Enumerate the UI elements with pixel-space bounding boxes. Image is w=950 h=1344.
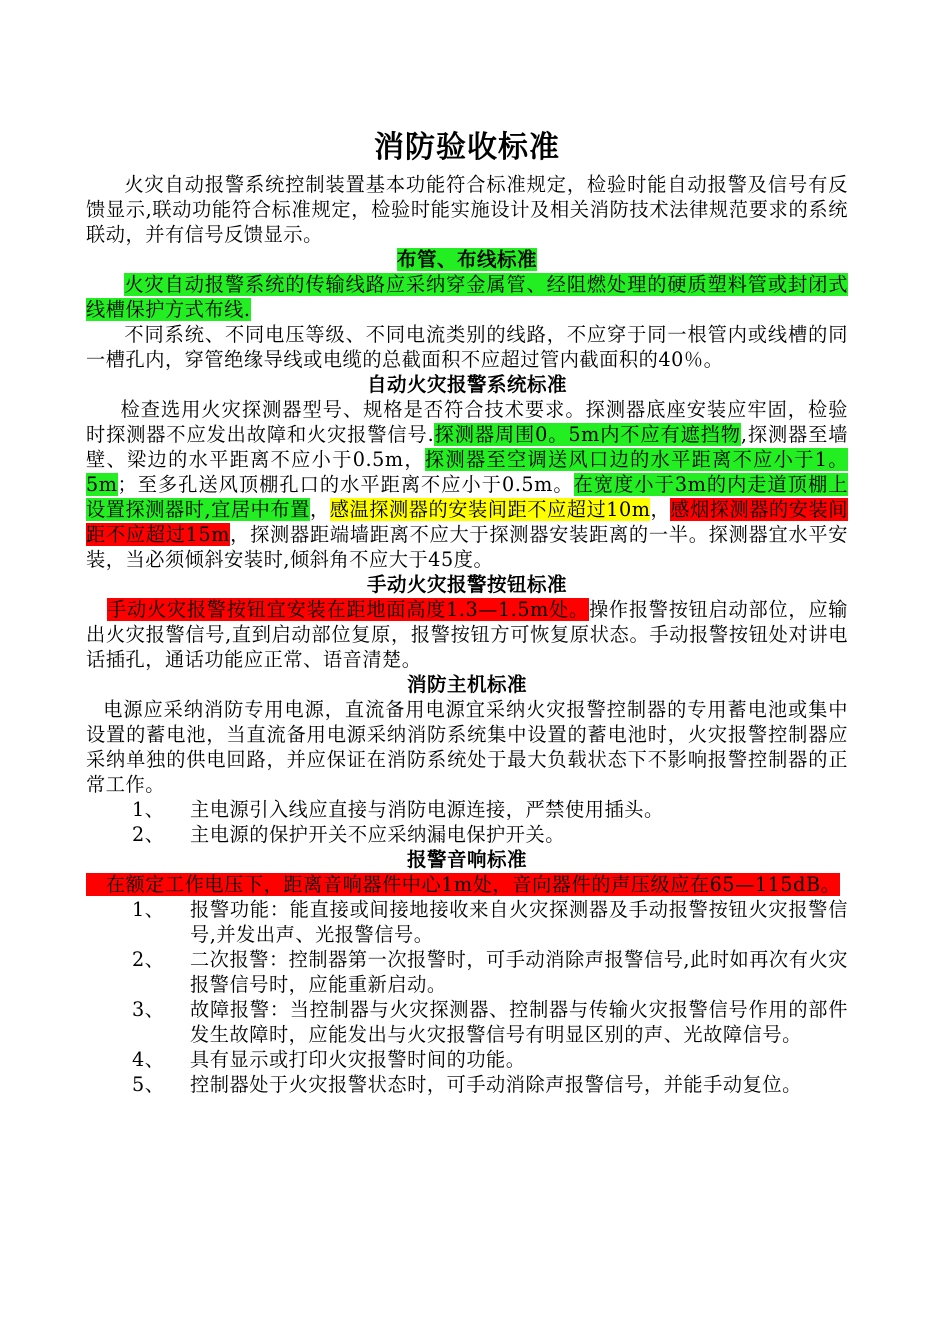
intro-paragraph: 火灾自动报警系统控制装置基本功能符合标准规定，检验时能自动报警及信号有反馈显示,联动功能符合标准规定，检验时能实施设计及相关消防技术法律规范要求的系统联动，并有信号反馈显示。 (86, 173, 848, 246)
list-item-text: 故障报警：当控制器与火灾探测器、控制器与传输火灾报警信号作用的部件发生故障时，应能发出与火灾报警信号有明显区别的声、光故障信号。 (190, 998, 848, 1046)
document-page (86, 128, 848, 1097)
list-item-number: 2、 (132, 823, 165, 846)
auto-alarm-highlight-4: 感温探测器的安装间距不应超过10m (329, 498, 651, 521)
manual-button-paragraph (86, 597, 848, 672)
list-item-number: 4、 (132, 1048, 165, 1071)
auto-alarm-highlight-3: 在宽度小于3m的内走道顶棚上设置探测器时,宜居中布置 (86, 473, 848, 521)
sound-paragraph (86, 872, 848, 897)
list-item-text: 主电源引入线应直接与消防电源连接，严禁使用插头。 (190, 798, 664, 821)
list-item-text: 具有显示或打印火灾报警时间的功能。 (190, 1048, 526, 1071)
auto-alarm-highlight-5: 感烟探测器的安装间距不应超过15m (86, 498, 848, 546)
auto-alarm-heading: 自动火灾报警系统标准 (366, 373, 567, 396)
wiring-paragraph-2: 不同系统、不同电压等级、不同电流类别的线路，不应穿于同一根管内或线槽的同一槽孔内，穿管绝缘导线或电缆的总截面积不应超过管内截面积的40％。 (86, 323, 848, 371)
sound-highlight-text: 在额定工作电压下，距离音响器件中心1m处，音向器件的声压级应在65—115dB。 (105, 873, 841, 896)
auto-alarm-text-1: 检查选用火灾探测器型号、规格是否符合技术要求。探测器底座安装应牢固，检验时探测器不应发出故障和火灾报警信号. (86, 398, 848, 446)
auto-alarm-highlight-2: 探测器至空调送风口边的水平距离不应小于1。5m (86, 448, 848, 496)
wiring-heading (86, 247, 848, 272)
list-item-text: 主电源的保护开关不应采纳漏电保护开关。 (190, 823, 566, 846)
list-item (86, 947, 848, 997)
list-item-text: 二次报警：控制器第一次报警时，可手动消除声报警信号,此时如再次有火灾报警信号时，应能重新启动。 (190, 948, 848, 996)
host-heading: 消防主机标准 (406, 673, 527, 696)
manual-button-heading: 手动火灾报警按钮标准 (366, 573, 567, 596)
auto-alarm-text-6: ，探测器距端墙距离不应大于探测器安装距离的一半。探测器宜水平安装，当必须倾斜安装时,倾斜角不应大于45度。 (86, 523, 848, 571)
list-item (86, 1072, 848, 1097)
page-title: 消防验收标准 (374, 130, 560, 165)
wiring-paragraph-1-text: 火灾自动报警系统的传输线路应采纳穿金属管、经阻燃处理的硬质塑料管或封闭式线槽保护方式布线. (86, 273, 848, 321)
auto-alarm-text-2: ,探测器至墙壁、梁边的水平距离不应小于0.5m， (86, 423, 848, 471)
sound-highlight (86, 873, 840, 896)
auto-alarm-text-3: ；至多孔送风顶棚孔口的水平距离不应小于0.5m。 (117, 473, 574, 496)
list-item-text: 控制器处于火灾报警状态时，可手动消除声报警信号，并能手动复位。 (190, 1073, 802, 1096)
list-item (86, 997, 848, 1047)
list-item (86, 822, 848, 847)
list-item-number: 3、 (132, 998, 165, 1021)
host-paragraph: 电源应采纳消防专用电源，直流备用电源宜采纳火灾报警控制器的专用蓄电池或集中设置的蓄电池，当直流备用电源采纳消防系统集中设置的蓄电池时，火灾报警控制器应采纳单独的供电回路，并应保证在消防系统处于最大负载状态下不影响报警控制器的正常工作。 (86, 698, 848, 796)
auto-alarm-paragraph (86, 397, 848, 572)
auto-alarm-text-5: ， (650, 498, 671, 521)
list-item (86, 897, 848, 947)
manual-button-text: 操作报警按钮启动部位，应输出火灾报警信号,直到启动部位复原，报警按钮方可恢复原状态。手动报警按钮处对讲电话插孔，通话功能应正常、语音清楚。 (86, 598, 848, 671)
sound-heading: 报警音响标准 (406, 848, 527, 871)
auto-alarm-highlight-1: 探测器周围0。5m内不应有遮挡物 (434, 423, 741, 446)
wiring-heading-text: 布管、布线标准 (396, 248, 537, 271)
auto-alarm-text-4: ， (309, 498, 330, 521)
list-item-number: 5、 (132, 1073, 165, 1096)
manual-button-highlight: 手动火灾报警按钮宜安装在距地面高度1.3—1.5m处。 (107, 598, 589, 621)
list-item-text: 报警功能：能直接或间接地接收来自火灾探测器及手动报警按钮火灾报警信号,并发出声、光报警信号。 (190, 898, 848, 946)
list-item-number: 2、 (132, 948, 165, 971)
list-item (86, 1047, 848, 1072)
list-item-number: 1、 (132, 898, 165, 921)
list-item (86, 797, 848, 822)
list-item-number: 1、 (132, 798, 165, 821)
wiring-paragraph-1 (86, 272, 848, 322)
